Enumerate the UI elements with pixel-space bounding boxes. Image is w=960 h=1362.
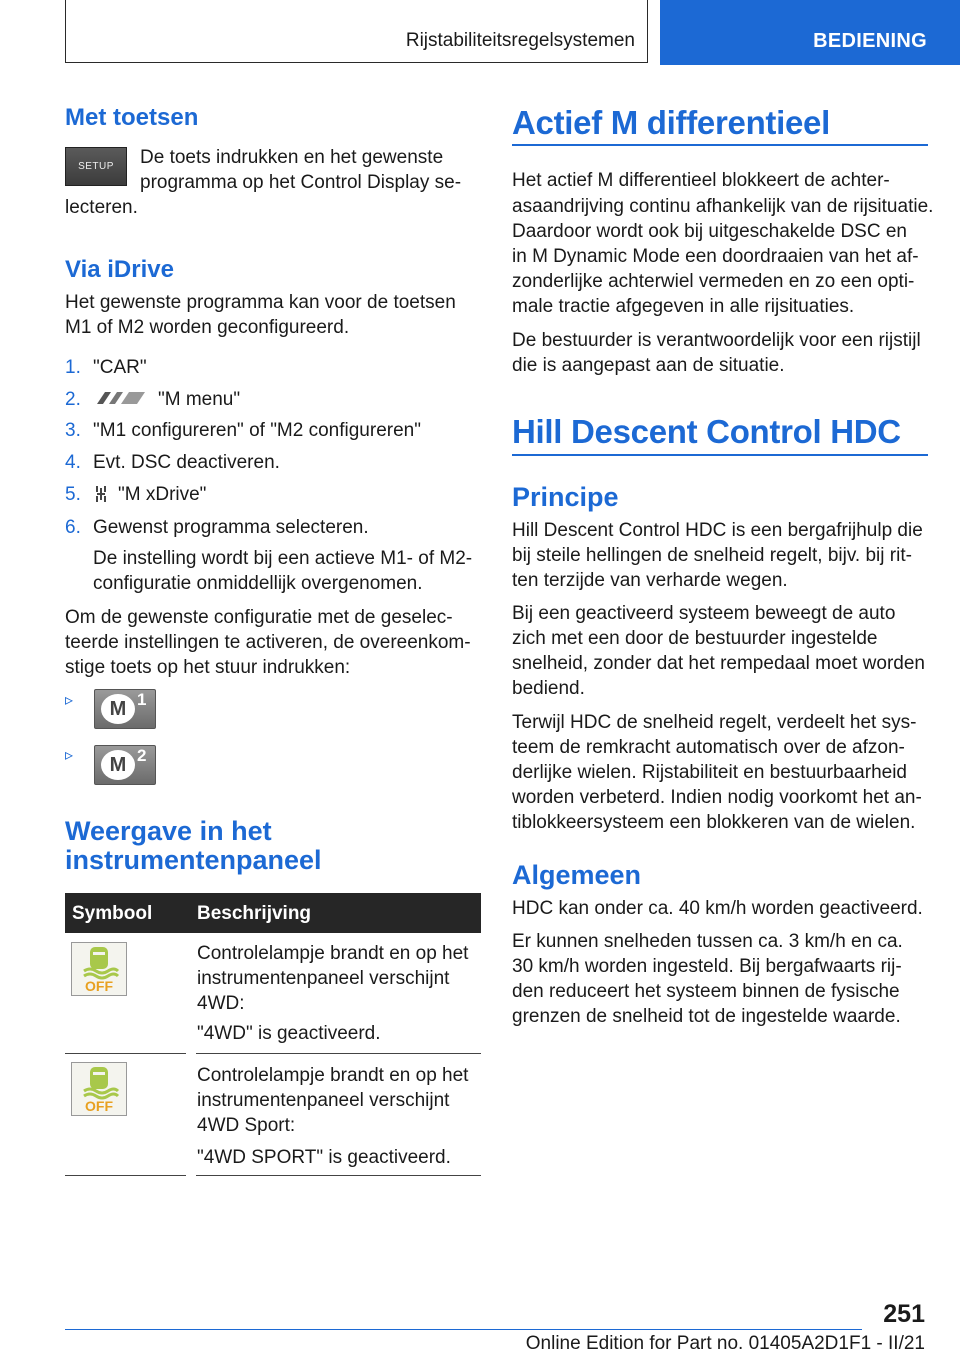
step-text: "M menu" [158,389,241,410]
hdc-line: HDC kan onder ca. 40 km/h worden geactiveerd. [512,898,923,919]
hdc-line: tiblokkeersysteem een blokkeren van de wielen. [512,812,916,833]
row1-line2: instrumentenpaneel verschijnt [197,968,450,989]
step-text: "M1 configureren" of "M2 configureren" [93,420,421,441]
step-number: 6. [65,517,81,538]
heading-rule [512,144,928,146]
header-chapter-tab [660,0,960,65]
heading-rule [512,454,928,456]
setup-button-icon: SETUP [65,147,127,186]
step-text: Evt. DSC deactiveren. [93,452,280,473]
hdc-line: den reduceert het systeem binnen de fysische [512,981,900,1002]
hdc-line: 30 km/h worden ingesteld. Bij bergafwaarts rij- [512,956,902,977]
heading-actief-m-differentieel: Actief M differentieel [512,104,830,141]
svg-text:OFF: OFF [85,1098,113,1114]
met-toetsen-line1: De toets indrukken en het gewenste [140,147,444,168]
m2-key-icon: M 2 [94,745,156,785]
bullet: ▹ [65,692,74,709]
actief-line: male tractie afgegeven in alle rijsituaties. [512,296,855,317]
row2-line3: 4WD Sport: [197,1115,296,1136]
para-line1: Om de gewenste configuratie met de geselec- [65,607,453,628]
heading-algemeen: Algemeen [512,860,642,890]
met-toetsen-line3: lecteren. [65,197,138,218]
step6-note-line2: configuratie onmiddellijk overgenomen. [93,573,423,594]
step-number: 2. [65,389,81,410]
step-number: 3. [65,420,81,441]
footer-rule [65,1329,862,1330]
bullet: ▹ [65,747,74,764]
hdc-line: Hill Descent Control HDC is een bergafrijhulp die [512,520,923,541]
hdc-line: derlijke wielen. Rijstabiliteit en bestuurbaarheid [512,762,907,783]
4wd-sport-off-icon [71,1062,127,1116]
svg-text:OFF: OFF [85,978,113,994]
chapter-title: BEDIENING [813,30,927,52]
row1-line1: Controlelampje brandt en op het [197,943,469,964]
actief-line: in M Dynamic Mode een doordraaien van het af- [512,246,919,267]
hdc-line: Er kunnen snelheden tussen ca. 3 km/h en ca. [512,931,903,952]
heading-via-idrive: Via iDrive [65,256,174,283]
hdc-line: Bij een geactiveerd systeem beweegt de auto [512,603,896,624]
heading-hill-descent-control: Hill Descent Control HDC [512,413,901,450]
actief-line: zonderlijke achterwiel vermeden en zo een opti- [512,271,915,292]
met-toetsen-line2: programma op het Control Display se- [140,172,462,193]
step-text: "M xDrive" [118,484,207,505]
hdc-line: worden verbeterd. Indien nodig voorkomt het an- [512,787,922,808]
row2-line4: "4WD SPORT" is geactiveerd. [197,1147,451,1168]
m-menu-icon [93,390,149,406]
step-number: 1. [65,357,81,378]
heading-weergave-line1: Weergave in het [65,816,272,846]
row1-line3: 4WD: [197,993,245,1014]
page-number: 251 [883,1300,925,1328]
row2-line2: instrumentenpaneel verschijnt [197,1090,450,1111]
step-number: 5. [65,484,81,505]
actief-line: Daardoor wordt ook bij uitgeschakelde DSC en [512,221,907,242]
step-text: Gewenst programma selecteren. [93,517,369,538]
hdc-line: zich met een door de bestuurder ingestelde [512,628,878,649]
via-idrive-intro1: Het gewenste programma kan voor de toetsen [65,292,456,313]
actief-line: asaandrijving continu afhankelijk van de rijsituatie. [512,196,934,217]
via-idrive-intro2: M1 of M2 worden geconfigureerd. [65,317,350,338]
table-bottom-rule [65,1175,481,1176]
hdc-line: teem de remkracht automatisch over de afzon- [512,737,905,758]
heading-met-toetsen: Met toetsen [65,104,199,131]
hdc-line: Terwijl HDC de snelheid regelt, verdeelt het sys- [512,712,917,733]
row1-line4: "4WD" is geactiveerd. [197,1023,381,1044]
table-row-divider [65,1053,481,1054]
step-number: 4. [65,452,81,473]
header-section-box [65,0,648,63]
section-title: Rijstabiliteitsregelsystemen [405,30,635,51]
actief-line: De bestuurder is verantwoordelijk voor een rijstijl [512,330,921,351]
hdc-line: snelheid, zonder dat het rempedaal moet worden [512,653,925,674]
row2-line1: Controlelampje brandt en op het [197,1065,469,1086]
para-line2: teerde instellingen te activeren, de overeenkom- [65,632,471,653]
4wd-off-icon [71,942,127,996]
heading-principe: Principe [512,482,619,512]
heading-weergave-line2: instrumentenpaneel [65,845,322,875]
hdc-line: grenzen de snelheid tot de ingestelde waarde. [512,1006,901,1027]
step6-note-line1: De instelling wordt bij een actieve M1- of M2- [93,548,473,569]
actief-line: Het actief M differentieel blokkeert de achter- [512,170,890,191]
footer-edition: Online Edition for Part no. 01405A2D1F1 - II/21 [525,1333,925,1354]
para-line3: stige toets op het stuur indrukken: [65,657,351,678]
step-text: "CAR" [93,357,147,378]
hdc-line: ten terzijde van verharde wegen. [512,570,788,591]
hdc-line: bij steile hellingen de snelheid regelt, bijv. bij rit- [512,545,912,566]
actief-line: die is aangepast aan de situatie. [512,355,785,376]
m1-key-icon: M 1 [94,689,156,729]
column-header-symbool: Symbool [72,903,153,924]
table-header [65,893,481,933]
hdc-line: bediend. [512,678,585,699]
column-header-beschrijving: Beschrijving [197,903,312,924]
xdrive-icon [93,484,109,504]
